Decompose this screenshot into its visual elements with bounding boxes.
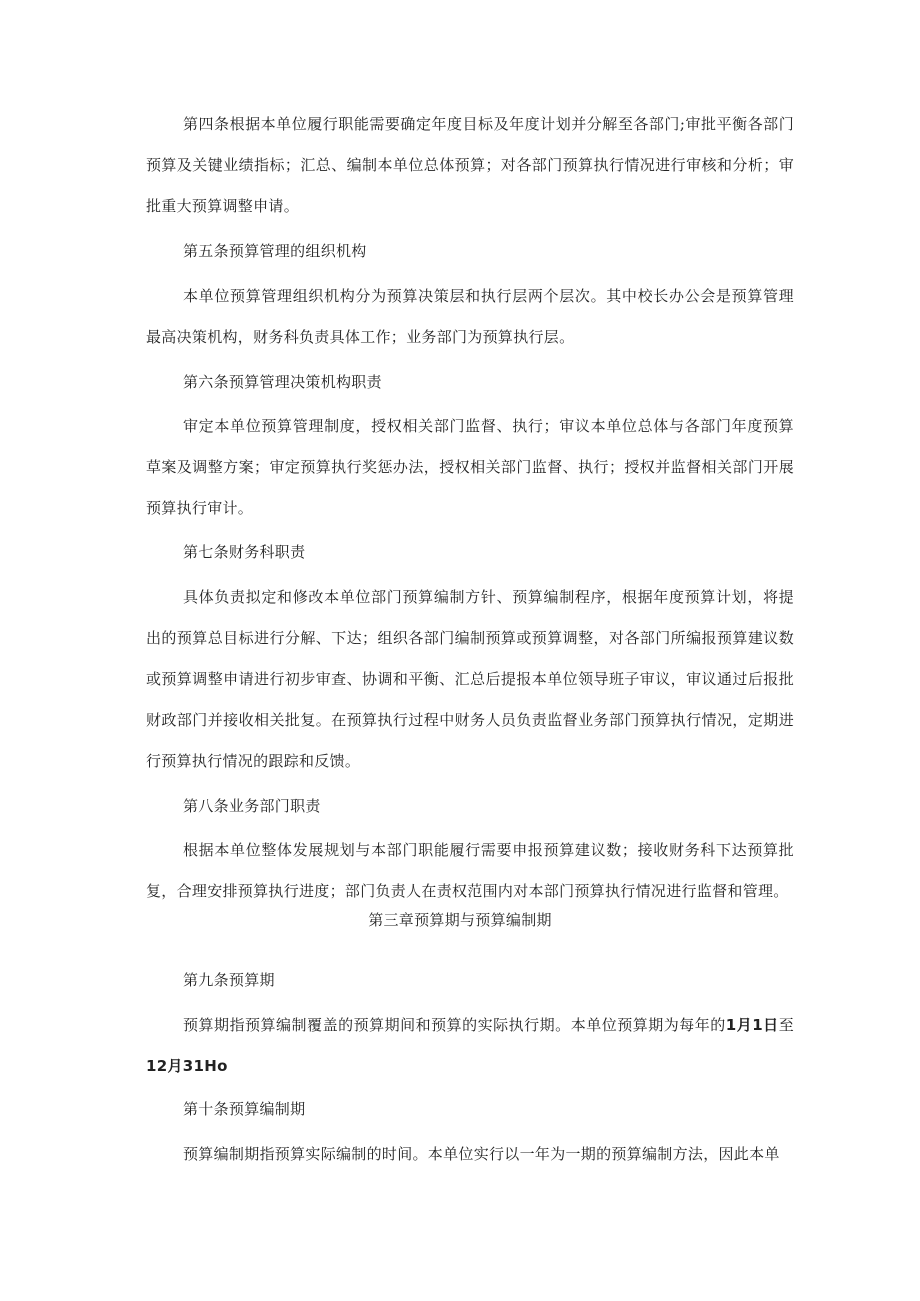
article-9-date-start: 1月1日 (725, 1016, 779, 1034)
article-9-date-end: 12月31Ho (146, 1057, 228, 1075)
article-7-body: 具体负责拟定和修改本单位部门预算编制方针、预算编制程序，根据年度预算计划，将提出的预算总目标进行分解、下达；组织各部门编制预算或预算调整，对各部门所编报预算建议数或预算调整申请进行初步审查、协调和平衡、汇总后提报本单位领导班子审议，审议通过后报批财政部门并接收相关批复。在预算执行过程中财务人员负责监督业务部门预算执行情况，定期进行预算执行情况的跟踪和反馈。 (146, 588, 794, 770)
article-9-body (146, 1005, 794, 1087)
article-9-text: 预算期指预算编制覆盖的预算期间和预算的实际执行期。本单位预算期为每年的 (183, 1016, 726, 1034)
article-10-body: 预算编制期指预算实际编制的时间。本单位实行以一年为一期的预算编制方法，因此本单 (183, 1145, 780, 1163)
article-5-heading: 第五条预算管理的组织机构 (183, 242, 367, 260)
article-5-body: 本单位预算管理组织机构分为预算决策层和执行层两个层次。其中校长办公会是预算管理最高决策机构，财务科负责具体工作；业务部门为预算执行层。 (146, 287, 794, 346)
article-6-body: 审定本单位预算管理制度，授权相关部门监督、执行；审议本单位总体与各部门年度预算草案及调整方案；审定预算执行奖惩办法，授权相关部门监督、执行；授权并监督相关部门开展预算执行审计。 (146, 417, 794, 517)
chapter-3-title: 第三章预算期与预算编制期 (368, 911, 552, 929)
article-7-heading: 第七条财务科职责 (183, 543, 306, 561)
article-10-heading: 第十条预算编制期 (183, 1100, 306, 1118)
article-4-body: 第四条根据本单位履行职能需要确定年度目标及年度计划并分解至各部门;审批平衡各部门预算及关键业绩指标；汇总、编制本单位总体预算；对各部门预算执行情况进行审核和分析；审批重大预算调整申请。 (146, 115, 794, 215)
article-9-heading: 第九条预算期 (183, 971, 275, 989)
article-8-heading: 第八条业务部门职责 (183, 797, 321, 815)
article-6-heading: 第六条预算管理决策机构职责 (183, 373, 382, 391)
article-9-text-end: 至 (778, 1016, 794, 1034)
article-8-body: 根据本单位整体发展规划与本部门职能履行需要申报预算建议数；接收财务科下达预算批复，合理安排预算执行进度；部门负责人在责权范围内对本部门预算执行情况进行监督和管理。 (146, 841, 794, 900)
